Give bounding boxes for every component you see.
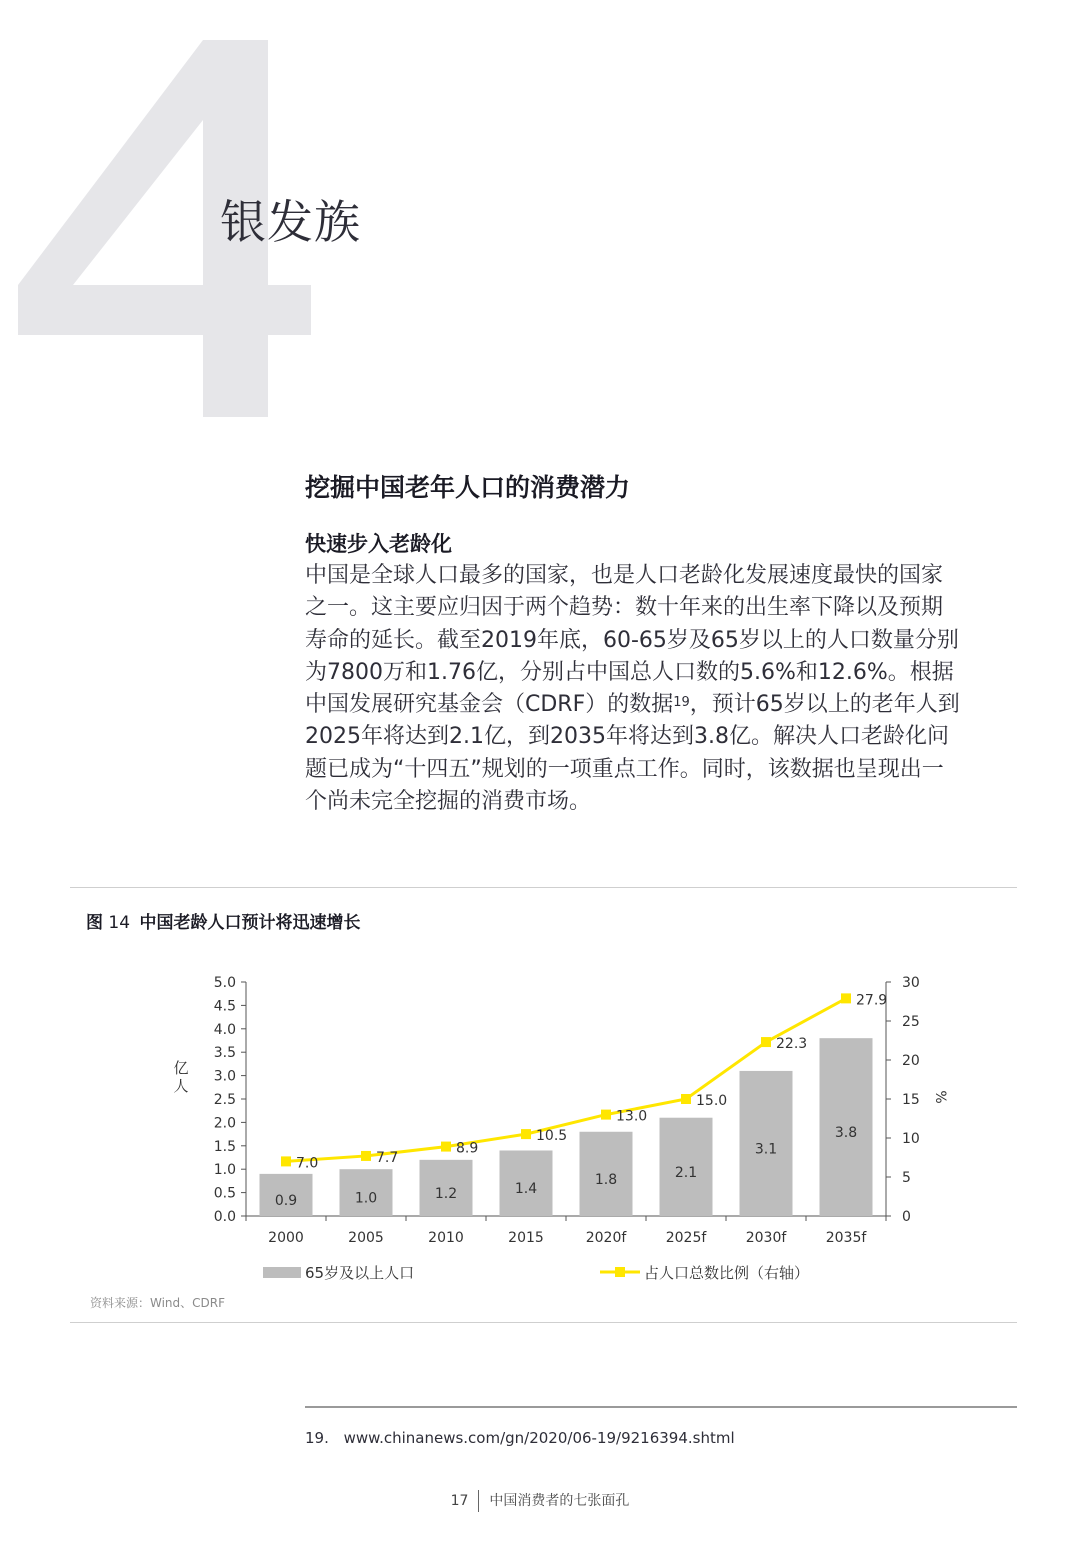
population-chart xyxy=(160,960,960,1300)
ratio-point xyxy=(361,1151,371,1161)
y-tick-label-left: 4.0 xyxy=(213,1021,236,1038)
body-line: 2025年将达到2.1亿，到2035年将达到3.8亿。解决人口老龄化问 xyxy=(305,724,949,750)
y-tick-label-right: 10 xyxy=(902,1131,920,1147)
ratio-value-label: 13.0 xyxy=(616,1108,648,1125)
y-tick-label-right: 20 xyxy=(902,1053,920,1069)
footnote-divider xyxy=(305,1406,1017,1408)
x-tick-label: 2005 xyxy=(348,1230,384,1246)
figure-bottom-divider xyxy=(70,1322,1017,1323)
bar-value-label: 3.8 xyxy=(834,1125,858,1142)
legend-label-bars: 65岁及以上人口 xyxy=(305,1264,415,1282)
ratio-point xyxy=(281,1156,291,1166)
y-tick-label-left: 0.5 xyxy=(213,1185,236,1202)
body-line: 题已成为“十四五”规划的一项重点工作。同时，该数据也呈现出一 xyxy=(305,756,944,782)
page-number: 17 xyxy=(450,1493,469,1509)
ratio-value-label: 27.9 xyxy=(856,992,888,1009)
footnote xyxy=(305,1429,735,1447)
figure-number: 14 xyxy=(108,913,131,933)
body-line: 寿命的延长。截至2019年底，60-65岁及65岁以上的人口数量分别 xyxy=(305,627,959,653)
ratio-value-label: 22.3 xyxy=(776,1036,808,1053)
ratio-value-label: 8.9 xyxy=(456,1140,479,1157)
bar-value-label: 1.0 xyxy=(354,1190,378,1207)
legend-swatch-marker xyxy=(615,1267,625,1277)
ratio-value-label: 10.5 xyxy=(536,1128,568,1145)
page-footer xyxy=(0,1490,1080,1512)
ratio-point xyxy=(601,1110,611,1120)
y-tick-label-right: 30 xyxy=(902,975,920,991)
body-line: 个尚未完全挖掘的消费市场。 xyxy=(305,789,592,815)
y-tick-label-left: 0.0 xyxy=(213,1209,236,1225)
ratio-point xyxy=(521,1129,531,1139)
y-tick-label-right: 25 xyxy=(902,1014,920,1030)
bar-value-label: 3.1 xyxy=(754,1141,778,1158)
section-subheading: 快速步入老龄化 xyxy=(305,532,452,556)
ratio-value-label: 7.0 xyxy=(296,1155,319,1172)
x-tick-label: 2035f xyxy=(825,1230,867,1246)
ratio-value-label: 7.7 xyxy=(376,1149,399,1166)
y-tick-label-left: 1.5 xyxy=(213,1138,236,1155)
ratio-point xyxy=(441,1142,451,1152)
source-note: 资料来源：Wind、CDRF xyxy=(90,1296,226,1310)
x-tick-label: 2025f xyxy=(665,1230,707,1246)
y-axis-label-left: 亿 xyxy=(173,1059,189,1077)
document-title: 中国消费者的七张面孔 xyxy=(489,1493,630,1509)
x-tick-label: 2020f xyxy=(585,1230,627,1246)
ratio-point xyxy=(761,1037,771,1047)
x-tick-label: 2000 xyxy=(268,1230,304,1246)
y-tick-label-right: 0 xyxy=(902,1209,911,1225)
footnote-number: 19. xyxy=(305,1429,329,1447)
ratio-value-label: 15.0 xyxy=(696,1093,728,1109)
ratio-point xyxy=(681,1094,691,1104)
section-heading: 挖掘中国老年人口的消费潜力 xyxy=(305,473,631,502)
y-tick-label-left: 3.5 xyxy=(213,1045,236,1062)
body-line: 中国是全球人口最多的国家，也是人口老龄化发展速度最快的国家 xyxy=(305,563,944,588)
y-tick-label-right: 5 xyxy=(902,1170,911,1186)
legend-swatch-bars xyxy=(263,1267,301,1278)
y-tick-label-left: 5.0 xyxy=(213,975,236,991)
body-paragraph xyxy=(305,560,1025,818)
bar-value-label: 2.1 xyxy=(674,1164,698,1181)
footnote-link[interactable]: www.chinanews.com/gn/2020/06-19/9216394.shtml xyxy=(343,1429,735,1447)
y-tick-label-right: 15 xyxy=(902,1092,920,1108)
figure-title xyxy=(86,908,360,933)
y-tick-label-left: 2.5 xyxy=(213,1092,236,1108)
bar-value-label: 1.4 xyxy=(514,1181,538,1198)
chapter-title: 银发族 xyxy=(220,195,361,249)
x-tick-label: 2015 xyxy=(508,1230,544,1246)
bar-value-label: 0.9 xyxy=(274,1192,298,1209)
figure-label: 图 xyxy=(86,913,103,933)
y-tick-label-left: 2.0 xyxy=(213,1115,236,1132)
bar-value-label: 1.8 xyxy=(594,1171,618,1188)
footnote-reference[interactable]: 19 xyxy=(673,695,690,711)
body-line-part: 中国发展研究基金会（CDRF）的数据 xyxy=(305,692,674,718)
figure-caption: 中国老龄人口预计将迅速增长 xyxy=(139,913,361,933)
body-line-part: ，预计65岁以上的老年人到 xyxy=(689,692,960,718)
body-line: 为7800万和1.76亿，分别占中国总人口数的5.6%和12.6%。根据 xyxy=(305,659,954,685)
y-tick-label-left: 1.0 xyxy=(213,1162,236,1179)
y-axis-label-right: % xyxy=(932,1090,948,1104)
figure-top-divider xyxy=(70,887,1017,888)
y-tick-label-left: 4.5 xyxy=(213,998,236,1015)
bar-value-label: 1.2 xyxy=(434,1185,458,1202)
ratio-point xyxy=(841,993,851,1003)
y-axis-label-left: 人 xyxy=(173,1077,189,1095)
x-tick-label: 2010 xyxy=(428,1230,464,1246)
body-line xyxy=(305,689,1025,721)
legend-label-line: 占人口总数比例（右轴） xyxy=(644,1264,810,1282)
footer-separator xyxy=(478,1490,479,1512)
x-tick-label: 2030f xyxy=(745,1230,787,1246)
body-line: 之一。这主要应归因于两个趋势：数十年来的出生率下降以及预期 xyxy=(305,595,944,621)
y-tick-label-left: 3.0 xyxy=(213,1068,236,1085)
